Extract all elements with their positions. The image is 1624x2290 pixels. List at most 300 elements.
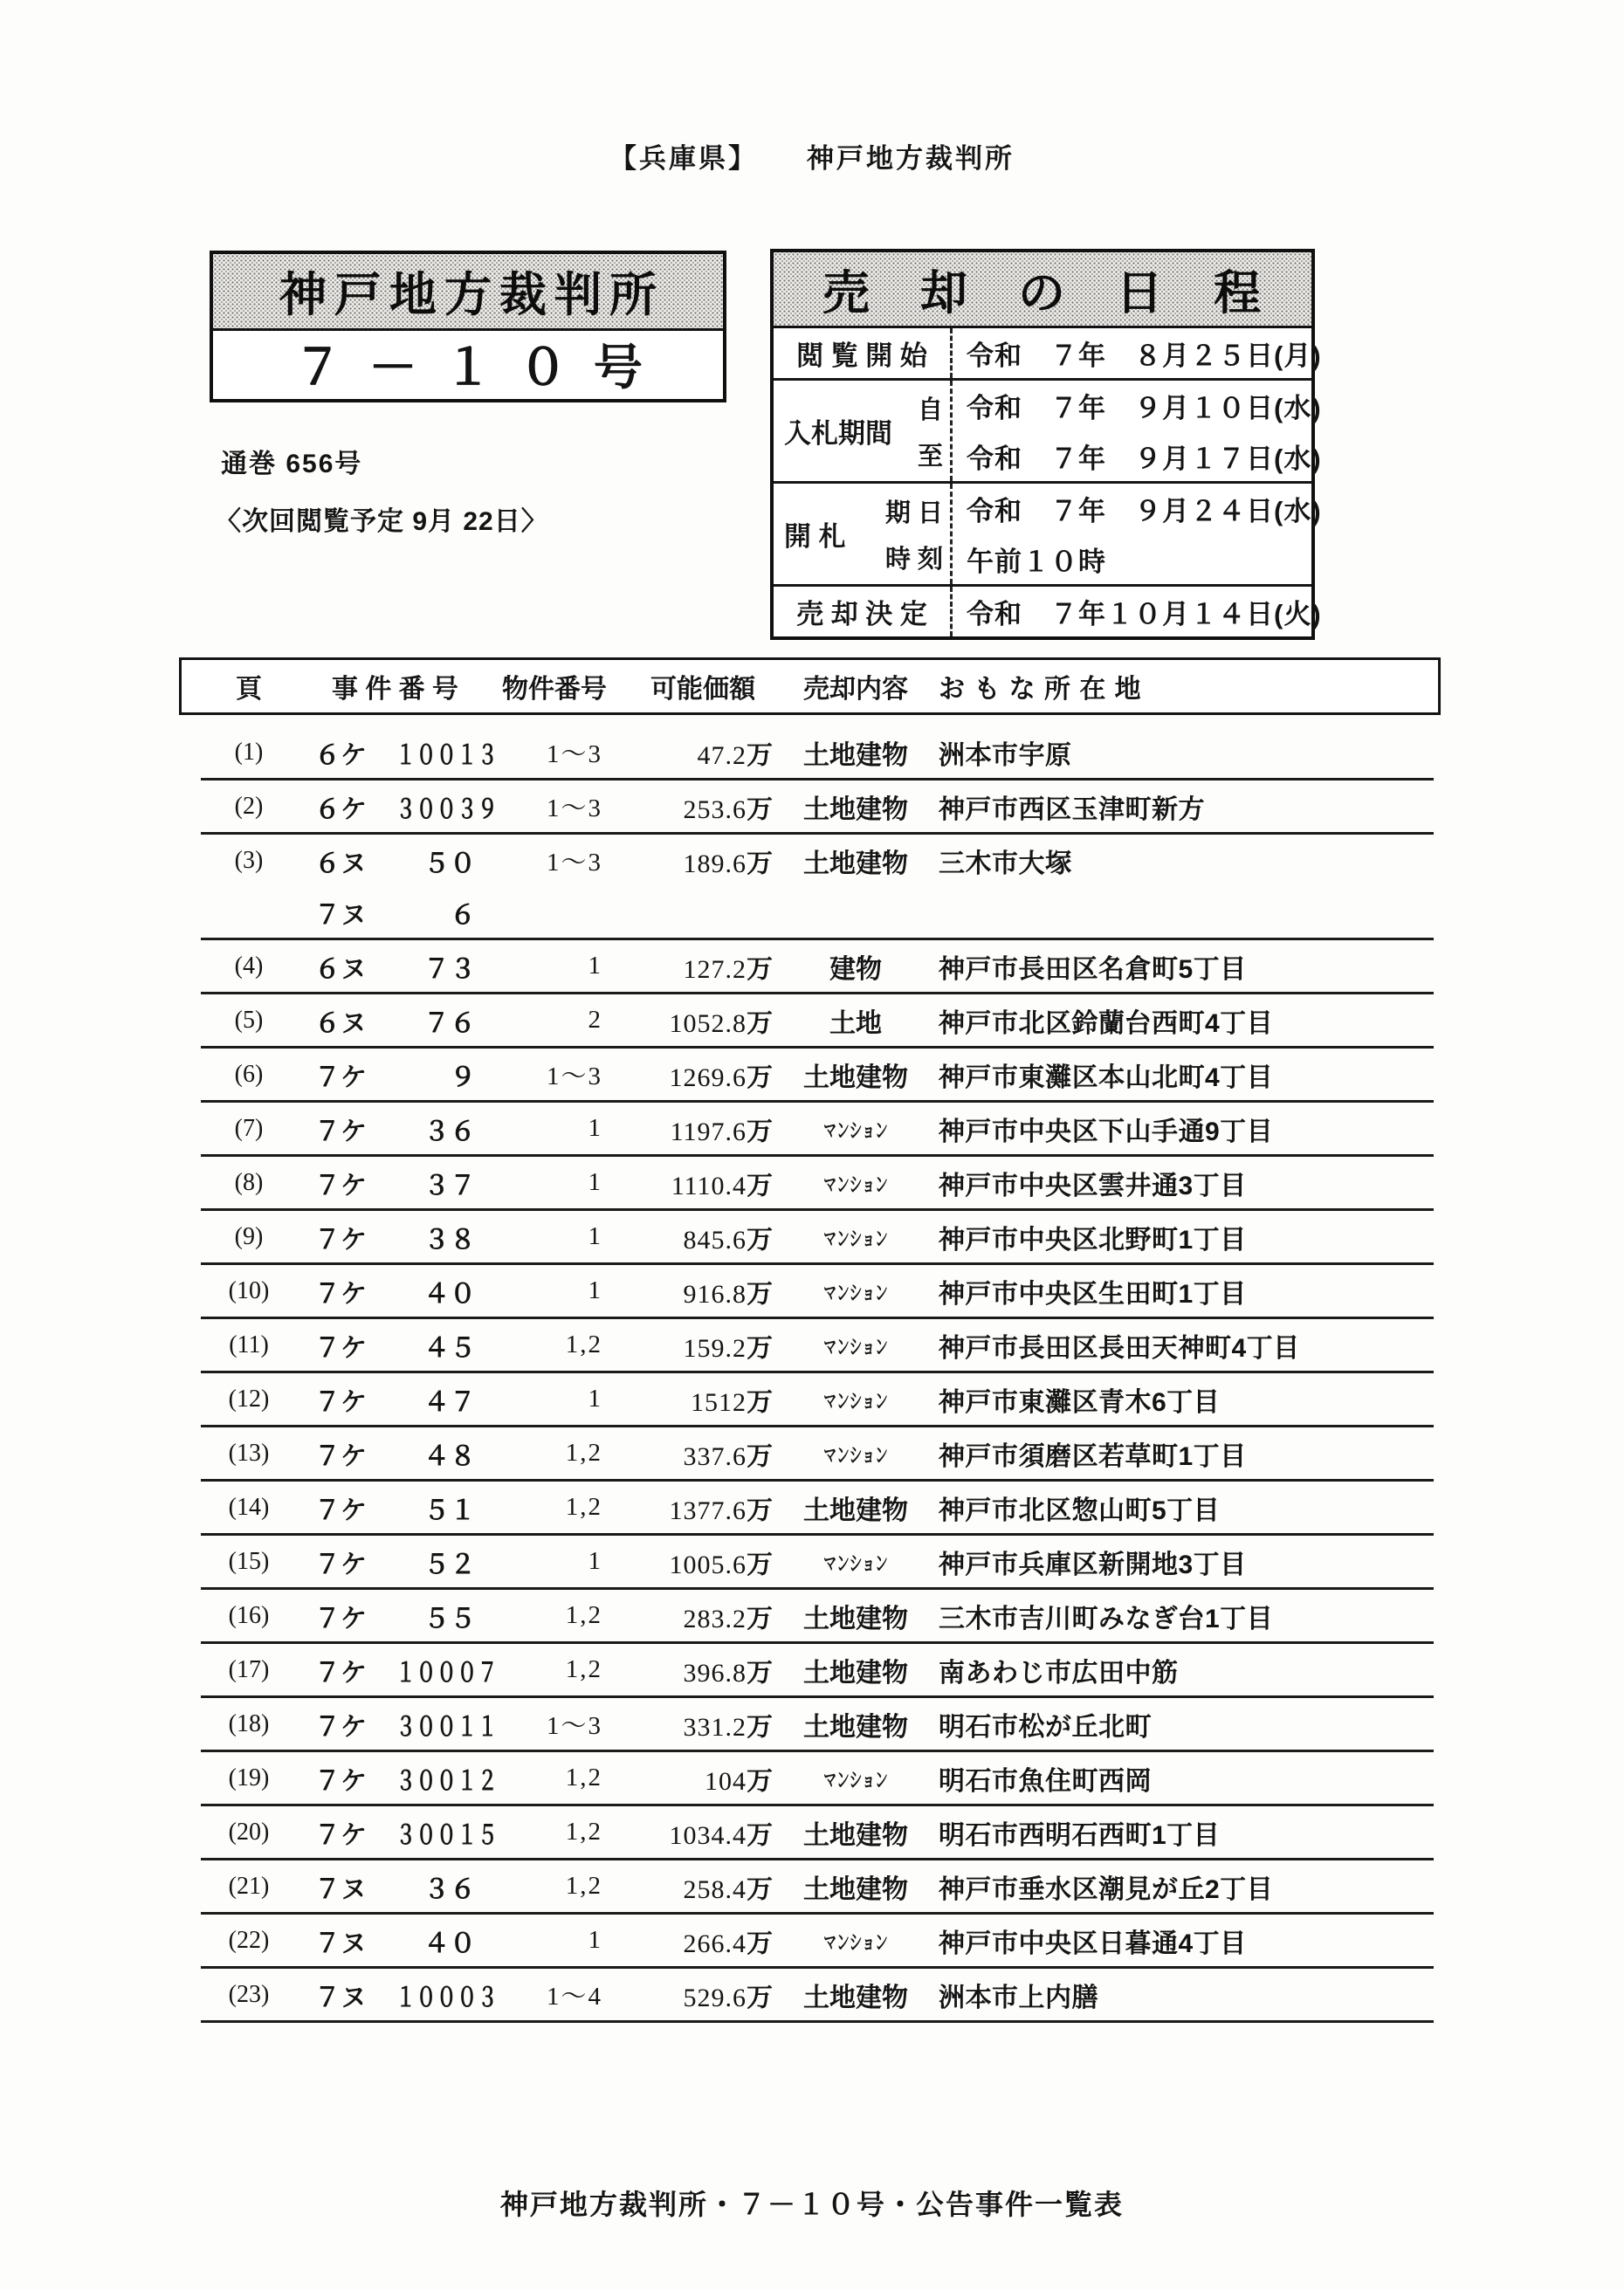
cell-sale-type: マンション (823, 1552, 888, 1576)
cell-price (633, 1326, 773, 1365)
cell-item-numbers: 1 (588, 1547, 602, 1575)
cell-item-numbers: 1〜3 (546, 849, 602, 877)
schedule-sublabel: 時 刻 (884, 545, 943, 574)
cell-price (633, 1976, 773, 2014)
case-number: １０００７ (396, 1658, 498, 1688)
table-row (201, 1806, 1434, 1860)
cell-page-number: (15) (228, 1547, 270, 1575)
cell-page-number: (16) (228, 1601, 270, 1629)
cell-item-numbers: 1,2 (565, 1655, 602, 1683)
cell-case-number (314, 842, 476, 880)
table-row (201, 781, 1434, 835)
cell-sale-type: 土地建物 (803, 1983, 908, 2012)
schedule-sublabel: 期 日 (884, 499, 943, 527)
schedule-label-text: 入札期間 (784, 418, 892, 449)
volume-label: 通巻 656号 (221, 450, 363, 478)
cell-location: 神戸市西区玉津町新方 (939, 794, 1205, 824)
cell-page-number: (23) (228, 1980, 270, 2008)
cell-page-number: (18) (228, 1709, 270, 1737)
cell-location: 神戸市東灘区本山北町4丁目 (939, 1062, 1274, 1092)
cell-case-number (314, 1705, 498, 1743)
cell-price (633, 1705, 773, 1743)
price-unit: 万 (747, 1712, 773, 1742)
cell-page-number: (8) (234, 1168, 264, 1196)
table-row-line (201, 1644, 1434, 1695)
cell-case-number (314, 893, 476, 932)
cell-page-number: (5) (234, 1006, 264, 1034)
case-prefix: ７ヌ (314, 1874, 367, 1904)
table-row-line (201, 886, 1434, 938)
case-prefix: ６ケ (314, 740, 367, 770)
cell-location: 神戸市中央区下山手通9丁目 (939, 1117, 1274, 1146)
price-unit: 万 (747, 849, 773, 878)
cell-sale-type: マンション (823, 1282, 888, 1305)
case-prefix: ７ヌ (314, 1983, 367, 2012)
cell-case-number (314, 1651, 498, 1689)
price-unit: 万 (747, 1279, 773, 1309)
table-row (201, 1590, 1434, 1644)
table-row (201, 1211, 1434, 1265)
cell-case-number (314, 1759, 498, 1798)
cell-page-number: (14) (228, 1493, 270, 1521)
cell-page-number: (4) (234, 952, 264, 980)
table-row (201, 1265, 1434, 1319)
price-unit: 万 (747, 1387, 773, 1417)
case-number: ５２ (423, 1550, 476, 1579)
cell-item-numbers: 1,2 (565, 1331, 602, 1358)
cell-price (633, 1434, 773, 1473)
schedule-sublabel: 自 (917, 395, 943, 424)
cell-location: 神戸市中央区雲井通3丁目 (939, 1171, 1247, 1200)
case-number: ５１ (423, 1496, 476, 1525)
case-prefix: ７ケ (314, 1062, 367, 1092)
case-prefix: ７ケ (314, 1441, 367, 1471)
issue-box-number: ７－１０号 (293, 339, 669, 395)
header-case-number: 事 件 番 号 (331, 675, 458, 704)
cell-item-numbers: 1〜4 (546, 1983, 602, 2011)
price-unit: 万 (747, 1550, 773, 1579)
cell-sale-type: マンション (823, 1119, 888, 1143)
table-row (201, 1752, 1434, 1806)
table-row-line (201, 1860, 1434, 1912)
header-price: 可能価額 (650, 675, 755, 704)
cell-case-number (314, 947, 476, 986)
cell-page-number: (21) (228, 1872, 270, 1900)
case-number: ９ (450, 1062, 476, 1092)
case-number: ５５ (423, 1604, 476, 1633)
price-amount: 189.6 (683, 849, 747, 878)
table-row-line (201, 1103, 1434, 1154)
price-amount: 1512 (691, 1387, 747, 1417)
table-row (201, 940, 1434, 994)
cell-location: 三木市大塚 (939, 849, 1072, 878)
case-number: １００１３ (396, 740, 498, 770)
cell-sale-type: 土地建物 (803, 1062, 908, 1092)
table-row-line (201, 1049, 1434, 1100)
schedule-row-label (774, 587, 953, 636)
cell-location: 神戸市長田区長田天神町4丁目 (939, 1333, 1300, 1363)
cell-item-numbers: 1,2 (565, 1818, 602, 1846)
cell-page-number: (17) (228, 1655, 270, 1683)
case-number: ３６ (423, 1874, 476, 1904)
case-number: ３６ (423, 1117, 476, 1146)
price-amount: 266.4 (683, 1929, 747, 1958)
cell-location: 明石市西明石西町1丁目 (939, 1820, 1221, 1850)
schedule-row-values (953, 587, 1327, 636)
case-prefix: ７ヌ (314, 900, 367, 930)
cell-sale-type: マンション (823, 1228, 888, 1251)
price-unit: 万 (747, 1604, 773, 1633)
cell-item-numbers: 1 (588, 1276, 602, 1304)
cell-case-number (314, 1326, 476, 1365)
header-item-number: 物件番号 (502, 675, 607, 704)
price-unit: 万 (747, 1874, 773, 1904)
sale-schedule-table (770, 249, 1322, 640)
case-prefix: ６ヌ (314, 849, 367, 878)
cell-page-number: (12) (228, 1385, 270, 1413)
schedule-label-text: 開 札 (784, 521, 846, 552)
table-row-line (201, 1969, 1434, 2020)
case-number: １０００３ (396, 1983, 498, 2012)
cell-location: 神戸市兵庫区新開地3丁目 (939, 1550, 1247, 1579)
table-row-line (201, 1319, 1434, 1371)
cell-sale-type: マンション (823, 1444, 888, 1468)
table-row (201, 1157, 1434, 1211)
next-viewing-label: 〈次回閲覧予定 9月 22日〉 (215, 507, 548, 536)
cell-sale-type: 土地建物 (803, 740, 908, 770)
price-unit: 万 (747, 1333, 773, 1363)
cell-case-number (314, 1434, 476, 1473)
cell-sale-type: マンション (823, 1336, 888, 1359)
price-amount: 396.8 (683, 1658, 747, 1688)
table-row-line (201, 1265, 1434, 1317)
schedule-row (774, 378, 1322, 481)
cell-price (633, 1110, 773, 1148)
table-row-line (201, 994, 1434, 1046)
cell-sale-type: 土地 (829, 1008, 882, 1038)
cell-page-number: (9) (234, 1222, 264, 1250)
sale-schedule-rows (774, 328, 1322, 636)
cell-price (633, 1651, 773, 1689)
cell-location: 神戸市中央区北野町1丁目 (939, 1225, 1247, 1255)
cell-sale-type: 土地建物 (803, 1712, 908, 1742)
case-number: ６ (450, 900, 476, 930)
price-amount: 104 (705, 1766, 747, 1796)
cell-item-numbers: 1,2 (565, 1439, 602, 1467)
cell-page-number: (1) (234, 738, 264, 766)
case-number: ３００１５ (396, 1820, 498, 1850)
cell-price (633, 1380, 773, 1419)
table-row-line (201, 1157, 1434, 1208)
schedule-row (774, 584, 1322, 636)
cell-price (633, 842, 773, 880)
cell-price (633, 1813, 773, 1852)
cell-item-numbers: 1,2 (565, 1872, 602, 1900)
cell-case-number (314, 1218, 476, 1256)
table-row (201, 1698, 1434, 1752)
table-row (201, 835, 1434, 940)
cell-sale-type: 土地建物 (803, 849, 908, 878)
case-number: ３００１２ (396, 1766, 498, 1796)
cell-item-numbers: 1 (588, 1385, 602, 1413)
schedule-value: 令和 ７年 ９月１７日(水) (967, 444, 1322, 474)
case-number: ４７ (423, 1387, 476, 1417)
cell-price (633, 1543, 773, 1581)
header-sale-type: 売却内容 (803, 675, 908, 704)
cell-location: 神戸市北区鈴蘭台西町4丁目 (939, 1008, 1274, 1038)
case-prefix: ６ヌ (314, 954, 367, 984)
case-number: ３７ (423, 1171, 476, 1200)
table-row (201, 1915, 1434, 1969)
case-prefix: ７ケ (314, 1333, 367, 1363)
table-row-line (201, 1211, 1434, 1262)
schedule-row-values (953, 381, 1327, 481)
case-number: ５０ (423, 849, 476, 878)
case-prefix: ７ケ (314, 1387, 367, 1417)
case-prefix: ６ケ (314, 794, 367, 824)
case-number: ４０ (423, 1279, 476, 1309)
cell-location: 洲本市上内膳 (939, 1983, 1098, 2012)
price-amount: 529.6 (683, 1983, 747, 2012)
cell-sale-type: 土地建物 (803, 794, 908, 824)
cell-case-number (314, 1001, 476, 1040)
schedule-row-values (953, 328, 1327, 378)
price-unit: 万 (747, 1171, 773, 1200)
cell-item-numbers: 1 (588, 1114, 602, 1142)
cell-page-number: (7) (234, 1114, 264, 1142)
case-prefix: ６ヌ (314, 1008, 367, 1038)
header-page: 頁 (236, 675, 262, 704)
cell-price (633, 787, 773, 826)
price-unit: 万 (747, 954, 773, 984)
cell-item-numbers: 1,2 (565, 1764, 602, 1791)
table-row (201, 1103, 1434, 1157)
case-table-header (179, 657, 1441, 715)
cell-item-numbers: 1 (588, 1168, 602, 1196)
price-amount: 916.8 (683, 1279, 747, 1309)
case-table-body (201, 718, 1434, 2023)
cell-case-number (314, 1110, 476, 1148)
schedule-label-text: 閲 覧 開 始 (796, 340, 927, 371)
cell-page-number: (19) (228, 1764, 270, 1791)
case-prefix: ７ケ (314, 1766, 367, 1796)
case-prefix: ７ヌ (314, 1929, 367, 1958)
table-row (201, 1427, 1434, 1482)
cell-price (633, 1272, 773, 1310)
table-row-line (201, 940, 1434, 992)
issue-box-court-title: 神戸地方裁判所 (213, 254, 723, 331)
price-unit: 万 (747, 1441, 773, 1471)
cell-case-number (314, 1597, 476, 1635)
case-number: ４５ (423, 1333, 476, 1363)
case-prefix: ７ケ (314, 1171, 367, 1200)
price-amount: 127.2 (683, 954, 747, 984)
price-unit: 万 (747, 1820, 773, 1850)
price-amount: 1110.4 (671, 1171, 747, 1200)
cell-sale-type: 土地建物 (803, 1658, 908, 1688)
cell-page-number: (10) (228, 1276, 270, 1304)
cell-location: 明石市魚住町西岡 (939, 1766, 1152, 1796)
cell-price (633, 1218, 773, 1256)
cell-item-numbers: 1〜3 (546, 794, 602, 822)
cell-price (633, 733, 773, 772)
case-prefix: ７ケ (314, 1658, 367, 1688)
sale-schedule-title: 売 却 の 日 程 (774, 252, 1311, 328)
price-amount: 258.4 (683, 1874, 747, 1904)
page-title (0, 136, 1624, 175)
cell-price (633, 1922, 773, 1960)
price-amount: 159.2 (683, 1333, 747, 1363)
cell-item-numbers: 1〜3 (546, 740, 602, 768)
case-prefix: ７ケ (314, 1550, 367, 1579)
case-prefix: ７ケ (314, 1712, 367, 1742)
price-amount: 337.6 (683, 1441, 747, 1471)
table-row-line (201, 1536, 1434, 1587)
table-row-line (201, 1482, 1434, 1533)
price-amount: 283.2 (683, 1604, 747, 1633)
cell-page-number: (20) (228, 1818, 270, 1846)
cell-case-number (314, 1164, 476, 1202)
price-unit: 万 (747, 740, 773, 770)
footer-caption: 神戸地方裁判所・７－１０号・公告事件一覧表 (499, 2189, 1124, 2220)
table-row-line (201, 1698, 1434, 1750)
issue-box (210, 251, 726, 402)
price-amount: 845.6 (683, 1225, 747, 1255)
case-prefix: ７ケ (314, 1117, 367, 1146)
case-number: ４８ (423, 1441, 476, 1471)
cell-page-number: (2) (234, 792, 264, 820)
case-number: ３００１１ (396, 1712, 498, 1742)
cell-page-number: (13) (228, 1439, 270, 1467)
case-prefix: ７ケ (314, 1496, 367, 1525)
prefecture-label: 【兵庫県】 (609, 143, 758, 174)
cell-case-number (314, 1489, 476, 1527)
table-row (201, 1860, 1434, 1915)
cell-case-number (314, 1867, 476, 1906)
price-amount: 1377.6 (669, 1496, 747, 1525)
case-number: ３８ (423, 1225, 476, 1255)
cell-sale-type: マンション (823, 1173, 888, 1197)
cell-page-number: (6) (234, 1060, 264, 1088)
cell-page-number: (3) (234, 846, 264, 874)
cell-sale-type: マンション (823, 1931, 888, 1955)
price-amount: 1269.6 (669, 1062, 747, 1092)
table-row (201, 994, 1434, 1049)
cell-case-number (314, 1380, 476, 1419)
price-unit: 万 (747, 1983, 773, 2012)
schedule-value: 令和 ７年 ９月１０日(水) (967, 393, 1322, 423)
table-row-line (201, 726, 1434, 778)
case-prefix: ７ケ (314, 1604, 367, 1633)
cell-item-numbers: 1 (588, 1222, 602, 1250)
case-number: ３００３９ (396, 794, 498, 824)
schedule-row-values (953, 484, 1327, 584)
table-row-line (201, 1752, 1434, 1804)
case-prefix: ７ケ (314, 1225, 367, 1255)
price-amount: 1034.4 (669, 1820, 747, 1850)
cell-location: 明石市松が丘北町 (939, 1712, 1152, 1742)
cell-sale-type: 土地建物 (803, 1604, 908, 1633)
price-unit: 万 (747, 1062, 773, 1092)
schedule-row (774, 481, 1322, 584)
price-unit: 万 (747, 1658, 773, 1688)
schedule-value: 令和 ７年 ９月２４日(水) (967, 496, 1322, 526)
cell-case-number (314, 1976, 498, 2014)
cell-item-numbers: 1,2 (565, 1601, 602, 1629)
case-number: ７６ (423, 1008, 476, 1038)
cell-location: 神戸市垂水区潮見が丘2丁目 (939, 1874, 1274, 1904)
cell-item-numbers: 2 (588, 1006, 602, 1034)
schedule-row-sublabels (885, 493, 943, 575)
price-amount: 253.6 (683, 794, 747, 824)
cell-case-number (314, 1272, 476, 1310)
cell-location: 神戸市東灘区青木6丁目 (939, 1387, 1221, 1417)
cell-location: 神戸市中央区生田町1丁目 (939, 1279, 1247, 1309)
schedule-row-label (774, 484, 953, 584)
table-row (201, 1319, 1434, 1373)
case-prefix: ７ケ (314, 1820, 367, 1850)
price-unit: 万 (747, 1766, 773, 1796)
price-unit: 万 (747, 1929, 773, 1958)
cell-location: 神戸市北区惣山町5丁目 (939, 1496, 1221, 1525)
case-number: ７３ (423, 954, 476, 984)
schedule-sublabel: 至 (917, 442, 943, 471)
table-row (201, 1969, 1434, 2023)
table-row-line (201, 1915, 1434, 1966)
schedule-row-label (774, 381, 953, 481)
schedule-value: 令和 ７年１０月１４日(火) (967, 599, 1322, 629)
schedule-value: 令和 ７年 ８月２５日(月) (967, 340, 1322, 371)
cell-case-number (314, 1813, 498, 1852)
court-name-label: 神戸地方裁判所 (807, 143, 1015, 174)
case-prefix: ７ケ (314, 1279, 367, 1309)
cell-item-numbers: 1〜3 (546, 1062, 602, 1090)
cell-case-number (314, 1543, 476, 1581)
cell-location: 神戸市長田区名倉町5丁目 (939, 954, 1247, 984)
price-unit: 万 (747, 1496, 773, 1525)
cell-sale-type: 土地建物 (803, 1496, 908, 1525)
cell-case-number (314, 787, 498, 826)
cell-case-number (314, 733, 498, 772)
table-row-line (201, 835, 1434, 886)
cell-location: 神戸市須磨区若草町1丁目 (939, 1441, 1247, 1471)
cell-price (633, 1001, 773, 1040)
cell-price (633, 1867, 773, 1906)
table-row (201, 726, 1434, 781)
price-amount: 1197.6 (670, 1117, 747, 1146)
case-number: ４０ (423, 1929, 476, 1958)
cell-sale-type: マンション (823, 1769, 888, 1792)
cell-item-numbers: 1,2 (565, 1493, 602, 1521)
table-row-line (201, 1590, 1434, 1641)
cell-item-numbers: 1 (588, 1926, 602, 1954)
schedule-row-label (774, 328, 953, 378)
cell-sale-type: 土地建物 (803, 1820, 908, 1850)
schedule-value: 午前１０時 (967, 547, 1106, 577)
table-row-line (201, 1427, 1434, 1479)
cell-sale-type: 建物 (829, 954, 882, 984)
cell-sale-type: マンション (823, 1390, 888, 1413)
price-unit: 万 (747, 1225, 773, 1255)
cell-item-numbers: 1 (588, 952, 602, 980)
cell-case-number (314, 1056, 476, 1094)
table-row-line (201, 1806, 1434, 1858)
schedule-row (774, 328, 1322, 378)
table-row (201, 1482, 1434, 1536)
cell-price (633, 1597, 773, 1635)
cell-price (633, 1489, 773, 1527)
cell-page-number: (22) (228, 1926, 270, 1954)
